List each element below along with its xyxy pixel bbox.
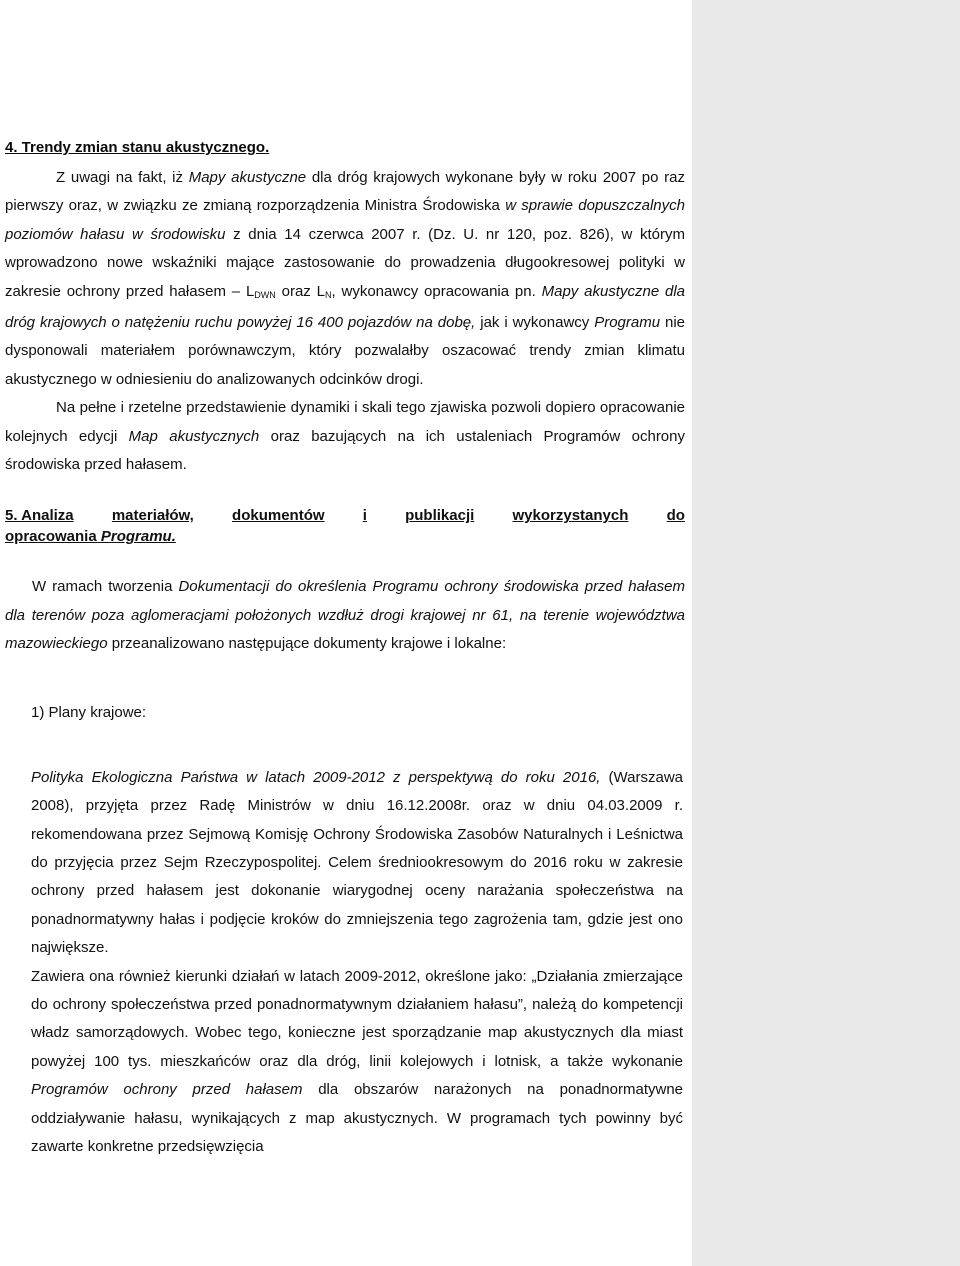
polityka-ekologiczna-paragraph <box>31 764 683 963</box>
list-item-plany-krajowe: 1) Plany krajowe: <box>31 703 147 721</box>
text: dla obszarów narażonych na ponadnormatywne oddziaływanie hałasu, wynikających z map akustycznych. W programach tych powinny być zawarte konkretne przedsięwzięcia <box>31 1081 684 1155</box>
text: Z uwagi na fakt, iż <box>56 169 189 186</box>
text-italic: Programów ochrony przed hałasem <box>31 1081 303 1099</box>
text: , wykonawcy opracowania pn. <box>331 282 542 300</box>
heading-text: opracowania <box>5 528 101 546</box>
section-5-intro-paragraph <box>5 573 685 658</box>
text: Na pełne i rzetelne przedstawienie dynamiki i skali tego zjawiska pozwoli dopiero opracowanie kolejnych edycji <box>5 399 685 445</box>
kierunki-dzialan-paragraph <box>31 963 683 1162</box>
heading-word: 5. Analiza <box>5 507 74 525</box>
text: W ramach tworzenia <box>32 578 179 596</box>
heading-word: wykorzystanych <box>512 507 629 525</box>
text-italic: Polityka Ekologiczna Państwa w latach 2009-2012 z perspektywą do roku 2016, <box>31 768 601 786</box>
section-4-paragraph-1 <box>5 164 685 394</box>
heading-word: dokumentów <box>232 507 325 525</box>
section-4-heading: 4. Trendy zmian stanu akustycznego. <box>5 139 270 156</box>
subscript: N <box>325 289 332 300</box>
text: (Warszawa 2008), przyjęta przez Radę Ministrów w dniu 16.12.2008r. oraz w dniu 04.03.2009 r. rekomendowana przez Sejmową Komisję Ochrony Środowiska Zasobów Naturalnych i Leśnictwa do przyjęcia przez Sejm Rzeczypospolitej. Celem średniookresowym do 2016 roku w zakresie ochrony przed hałasem jest dokonanie wiarygodnej oceny narażania społeczeństwa na ponadnormatywny hałas i podjęcie kroków do zmniejszenia tego zagrożenia tam, gdzie jest ono największe. <box>31 768 684 957</box>
heading-word: publikacji <box>405 507 475 525</box>
text: jak i wykonawcy <box>475 314 595 332</box>
text-italic: w sprawie dopuszczalnych poziomów hałasu w środowisku <box>5 197 685 243</box>
text: nie dysponowali materiałem porównawczym, który pozwalałby oszacować trendy zmian klimatu akustycznego w odniesieniu do analizowanych odcinków drogi. <box>5 314 685 388</box>
subscript: DWN <box>254 289 276 300</box>
text: Zawiera ona również kierunki działań w latach 2009-2012, określone jako: „Działania zmierzające do ochrony społeczeństwa przed ponadnormatywnym działaniem hałasu”, należą do kompetencji władz samorządowych. Wobec tego, konieczne jest sporządzanie map akustycznych dla miast powyżej 100 tys. mieszkańców oraz dla dróg, linii kolejowych i lotnisk, a także wykonanie <box>31 967 683 1070</box>
heading-word: do <box>666 507 685 525</box>
text-italic: Map akustycznych <box>128 427 260 445</box>
text: z dnia 14 czerwca 2007 r. (Dz. U. nr 120, poz. 826), w którym wprowadzono nowe wskaźniki mające zastosowanie do prowadzenia długookresowej polityki w zakresie ochrony przed hałasem – L <box>5 225 685 300</box>
text-italic: Dokumentacji do określenia Programu ochrony środowiska przed hałasem dla terenów poza aglomeracjami położonych wzdłuż drogi krajowej nr 61, na terenie województwa mazowieckiego <box>5 578 686 653</box>
text: oraz bazujących na ich ustaleniach Programów ochrony środowiska przed hałasem. <box>5 427 685 474</box>
section-4-paragraph-2 <box>5 394 685 479</box>
section-5-heading <box>5 505 685 547</box>
section-5-heading-line-2 <box>5 526 685 547</box>
comment-margin-pane <box>692 0 960 1266</box>
text: oraz L <box>275 282 325 300</box>
section-5-heading-line-1 <box>5 505 685 526</box>
heading-text-italic: Programu. <box>100 528 176 546</box>
document-body <box>5 134 685 1161</box>
text-italic: Mapy akustyczne <box>188 169 307 186</box>
heading-word: materiałów, <box>111 507 194 525</box>
heading-word: i <box>362 507 367 525</box>
text: dla dróg krajowych wykonane były w roku 2007 po raz pierwszy oraz, w związku ze zmianą rozporządzenia Ministra Środowiska <box>5 169 685 215</box>
text-italic: Programu <box>594 314 661 332</box>
text: przeanalizowano następujące dokumenty krajowe i lokalne: <box>107 635 507 653</box>
text-italic: Mapy akustyczne dla dróg krajowych o natężeniu ruchu powyżej 16 400 pojazdów na dobę, <box>5 282 686 332</box>
